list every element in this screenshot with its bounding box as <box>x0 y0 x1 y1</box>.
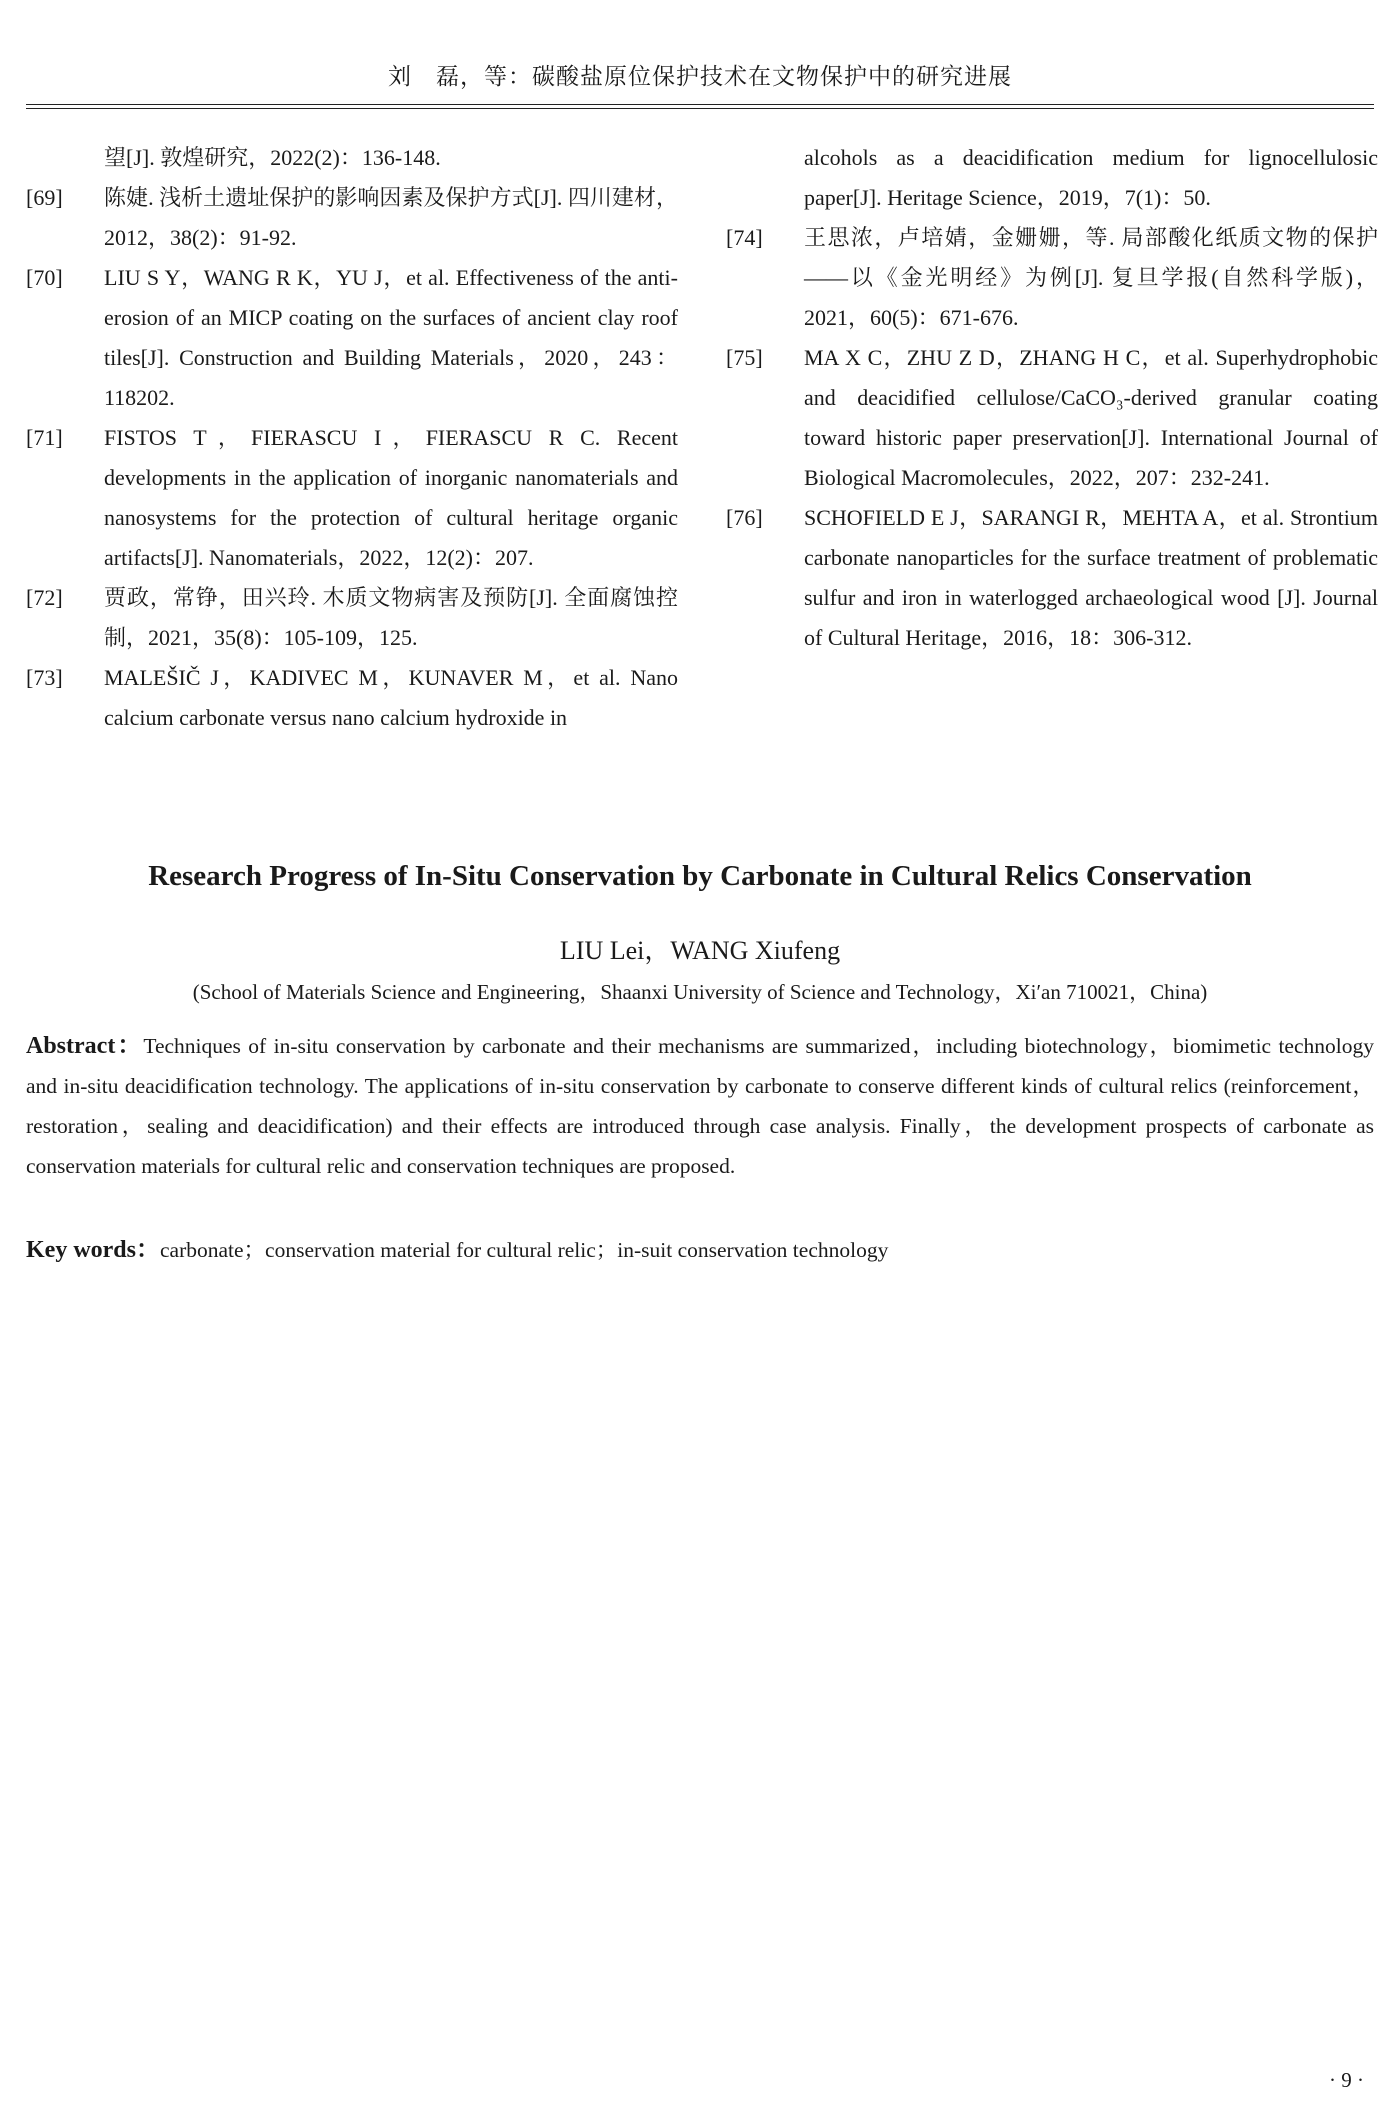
english-authors: LIU Lei，WANG Xiufeng <box>559 936 841 965</box>
references-left-column <box>26 138 678 738</box>
header-rule <box>26 104 1374 109</box>
reference-item <box>26 578 678 658</box>
english-title: Research Progress of In-Situ Conservation by Carbonate in Cultural Relics Conservation <box>148 860 1252 892</box>
keywords-text: carbonate；conservation material for cultural relic；in-suit conservation technology <box>160 1238 889 1262</box>
reference-item <box>26 418 678 578</box>
reference-text: MALEŠIČ J，KADIVEC M，KUNAVER M，et al. Nano calcium carbonate versus nano calcium hydroxide in <box>104 665 678 730</box>
reference-text: 王思浓，卢培婧，金姗姗，等. 局部酸化纸质文物的保护——以《金光明经》为例[J]. 复旦学报(自然科学版)，2021，60(5)：671-676. <box>804 225 1378 330</box>
reference-item <box>26 658 678 738</box>
reference-text: MA X C，ZHU Z D，ZHANG H C，et al. Superhydrophobic and deacidified cellulose/CaCO₃-derived granular coating toward historic paper preservation[J]. International Journal of Biological Macromolecules，2022，207：232-241. <box>804 345 1378 490</box>
reference-item <box>26 178 678 258</box>
reference-item <box>726 498 1378 658</box>
reference-continuation <box>26 138 678 178</box>
reference-number: [69] <box>26 185 63 210</box>
english-keywords <box>26 1230 1374 1270</box>
page-number: · 9 · <box>1329 2068 1364 2092</box>
reference-continuation <box>726 138 1378 218</box>
abstract-text: Techniques of in-situ conservation by carbonate and their mechanisms are summarized，including biotechnology，biomimetic technology and in-situ deacidification technology. The applications of in-situ conservation by carbonate to conserve different kinds of cultural relics (reinforcement，restoration，sealing and deacidification) and their effects are introduced through case analysis. Finally，the development prospects of carbonate as conservation materials for cultural relic and conservation techniques are proposed. <box>26 1034 1374 1178</box>
reference-text: 陈婕. 浅析土遗址保护的影响因素及保护方式[J]. 四川建材，2012，38(2)：91-92. <box>104 185 678 250</box>
reference-number: [74] <box>726 225 763 250</box>
reference-text: 望[J]. 敦煌研究，2022(2)：136-148. <box>104 145 441 170</box>
reference-text: FISTOS T，FIERASCU I，FIERASCU R C. Recent developments in the application of inorganic nanomaterials and nanosystems for the protection of cultural heritage organic artifacts[J]. Nanomaterials，2022，12(2)：207. <box>104 425 678 570</box>
reference-item <box>726 218 1378 338</box>
reference-text: LIU S Y，WANG R K，YU J，et al. Effectiveness of the anti-erosion of an MICP coating on the surfaces of ancient clay roof tiles[J]. Construction and Building Materials，2020，243：118202. <box>104 265 678 410</box>
reference-number: [75] <box>726 345 763 370</box>
abstract-label: Abstract： <box>26 1033 144 1059</box>
reference-text: SCHOFIELD E J，SARANGI R，MEHTA A，et al. Strontium carbonate nanoparticles for the surface treatment of problematic sulfur and iron in waterlogged archaeological wood [J]. Journal of Cultural Heritage，2016，18：306-312. <box>804 505 1378 650</box>
references-right-column <box>726 138 1378 658</box>
reference-number: [76] <box>726 505 763 530</box>
reference-text: alcohols as a deacidification medium for lignocellulosic paper[J]. Heritage Science，2019，7(1)：50. <box>804 145 1378 210</box>
reference-item <box>26 258 678 418</box>
running-header: 刘 磊，等：碳酸盐原位保护技术在文物保护中的研究进展 <box>388 64 1012 90</box>
reference-text: 贾政，常铮，田兴玲. 木质文物病害及预防[J]. 全面腐蚀控制，2021，35(8)：105-109，125. <box>104 585 678 650</box>
reference-number: [70] <box>26 265 63 290</box>
english-abstract <box>26 1026 1374 1186</box>
reference-number: [73] <box>26 665 63 690</box>
reference-item <box>726 338 1378 498</box>
keywords-label: Key words： <box>26 1237 160 1263</box>
reference-number: [72] <box>26 585 63 610</box>
reference-number: [71] <box>26 425 63 450</box>
english-affiliation: (School of Materials Science and Engineering，Shaanxi University of Science and Technology，Xi′an 710021，China) <box>192 980 1208 1004</box>
